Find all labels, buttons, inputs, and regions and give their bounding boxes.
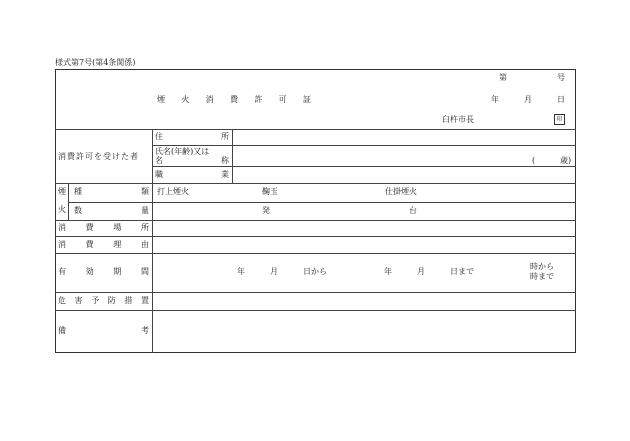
age-paren-open: ( — [532, 156, 536, 165]
fireworks-side-label-2: 火 — [58, 205, 66, 214]
title-char: 可 — [278, 95, 287, 104]
time-until: 時まで — [530, 272, 554, 281]
rule-place-bottom — [55, 236, 576, 237]
label-char: 所 — [221, 132, 229, 141]
issue-date-year: 年 — [491, 95, 499, 104]
label-char: 費 — [85, 240, 94, 249]
rule-reason-bottom — [55, 253, 576, 254]
time-from: 時から — [530, 262, 554, 271]
label-char: 場 — [113, 223, 122, 232]
rule-fireworks-side — [68, 183, 69, 220]
occupation-label — [155, 171, 229, 179]
title-char: 煙 — [157, 95, 165, 104]
permit-number-label: 第 — [499, 73, 507, 82]
label-char: 備 — [58, 326, 66, 335]
label-char: 考 — [141, 326, 149, 335]
remarks-label — [58, 327, 149, 335]
permit-title — [157, 96, 311, 104]
label-char: 費 — [85, 223, 94, 232]
type-ball-shells: 鞠玉 — [262, 187, 278, 196]
rule-type-bottom — [68, 202, 576, 203]
label-char: 間 — [140, 267, 149, 276]
label-char: 住 — [155, 132, 163, 141]
title-char: 費 — [229, 95, 238, 104]
period-end-day: 日まで — [450, 267, 474, 276]
type-set-pieces: 仕掛煙火 — [385, 187, 417, 196]
age-suffix: 歳) — [560, 156, 572, 165]
period-end-year: 年 — [384, 267, 392, 276]
issue-date-month: 月 — [524, 95, 532, 104]
name-title-label — [155, 157, 229, 165]
label-char: 期 — [113, 267, 122, 276]
period-end-month: 月 — [417, 267, 425, 276]
label-char: 効 — [85, 267, 94, 276]
label-char: 数 — [74, 206, 82, 215]
label-char: 類 — [141, 187, 149, 196]
rule-header-bottom — [55, 129, 576, 130]
unit-shots: 発 — [262, 206, 270, 215]
rule-address-bottom — [152, 145, 576, 146]
issue-date-day: 日 — [557, 95, 565, 104]
rule-sublabel-column — [232, 129, 233, 183]
period-start-year: 年 — [237, 267, 245, 276]
label-char: 種 — [74, 187, 82, 196]
label-char: 防 — [107, 296, 116, 305]
period-start-day: 日から — [303, 267, 327, 276]
label-char: 理 — [113, 240, 122, 249]
fireworks-side-label-1: 煙 — [58, 187, 66, 196]
period-start-month: 月 — [270, 267, 278, 276]
rule-recipient-bottom — [55, 183, 576, 184]
label-char: 消 — [58, 223, 66, 232]
reason-label — [58, 241, 149, 249]
title-char: 証 — [302, 95, 311, 104]
label-char: 職 — [155, 170, 163, 179]
seal-stamp: 印 — [554, 114, 565, 125]
label-char: 所 — [140, 223, 149, 232]
permit-number-suffix: 号 — [557, 73, 565, 82]
period-label — [58, 268, 149, 276]
unit-sets: 台 — [409, 206, 417, 215]
label-char: 由 — [140, 240, 149, 249]
type-label — [74, 188, 149, 196]
label-char: 消 — [58, 240, 66, 249]
name-age-label: 氏名(年齢)又は — [155, 147, 210, 156]
issuer-name: 臼杵市長 — [442, 115, 474, 124]
count-label — [74, 207, 149, 215]
rule-hazard-bottom — [55, 310, 576, 311]
type-aerial-shells: 打上煙火 — [157, 187, 189, 196]
title-char: 許 — [254, 95, 263, 104]
label-char: 置 — [140, 296, 149, 305]
hazard-prevention-label — [58, 297, 149, 305]
label-char: 予 — [91, 296, 100, 305]
form-number-heading: 様式第7号(第4条関係) — [55, 58, 136, 67]
label-char: 業 — [221, 170, 229, 179]
label-char: 害 — [74, 296, 83, 305]
label-char: 有 — [58, 267, 66, 276]
address-label — [155, 133, 229, 141]
label-char: 名 — [155, 156, 163, 165]
title-char: 火 — [181, 95, 190, 104]
recipient-group-label: 消費許可を受けた者 — [58, 152, 139, 161]
rule-name-bottom — [152, 166, 576, 167]
rule-fireworks-bottom — [55, 220, 576, 221]
place-label — [58, 224, 149, 232]
label-char: 量 — [141, 206, 149, 215]
label-char: 措 — [124, 296, 133, 305]
rule-label-column — [152, 129, 153, 353]
label-char: 称 — [221, 156, 229, 165]
rule-period-bottom — [55, 292, 576, 293]
title-char: 消 — [205, 95, 214, 104]
label-char: 危 — [58, 296, 66, 305]
